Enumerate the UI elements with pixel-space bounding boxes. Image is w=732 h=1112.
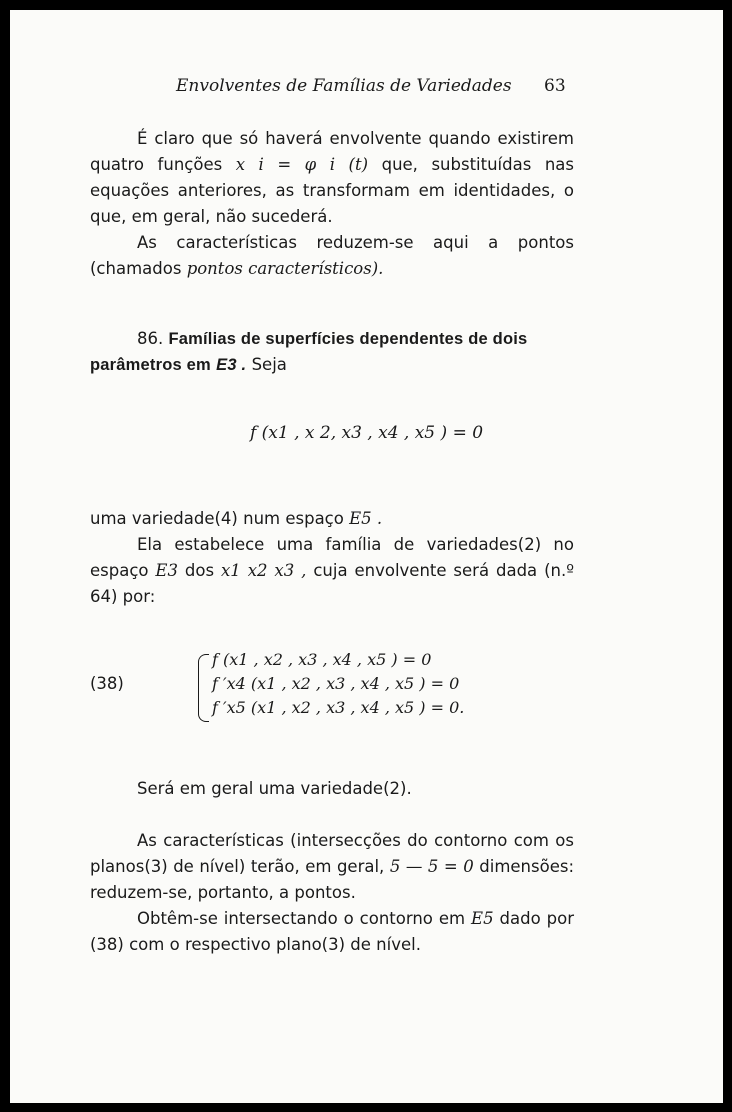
system-line-3: f ′x5 (x1 , x2 , x3 , x4 , x5 ) = 0. [212, 698, 465, 717]
paragraph-5-block [90, 776, 574, 802]
main-equation: f (x1 , x 2, x3 , x4 , x5 ) = 0 [249, 423, 484, 443]
section-number: 86. [137, 329, 164, 348]
system-line-2: f ′x4 (x1 , x2 , x3 , x4 , x5 ) = 0 [212, 674, 460, 693]
paragraph-1: É claro que só haverá envolvente quando existirem quatro funções x i = φ i (t) que, substituídas nas equações anteriores, as transformam em identidades, o que, em geral, não sucederá. [90, 129, 574, 226]
system-line-1: f (x1 , x2 , x3 , x4 , x5 ) = 0 [212, 650, 432, 669]
math-inline: x i = φ i (t) [235, 155, 369, 174]
paragraph-block-bottom [90, 828, 574, 958]
paragraph-6: As características (intersecções do contorno com os planos(3) de nível) terão, em geral, 5 — 5 = 0 dimensões: reduzem-se, portanto, a pontos. [90, 831, 575, 902]
paragraph-block-middle [90, 506, 574, 610]
running-title: Envolventes de Famílias de Variedades [176, 76, 512, 96]
paragraph-2: As características reduzem-se aqui a pontos (chamados pontos característicos). [90, 233, 574, 278]
book-page [10, 10, 723, 1103]
section-title-math: E3 . [216, 356, 247, 374]
equation-system-38 [90, 650, 574, 730]
page-header [10, 68, 723, 98]
left-brace-icon [198, 654, 209, 722]
section-title: Famílias de superfícies dependentes de dois parâmetros em [90, 330, 528, 374]
paragraph-7: Obtêm-se intersectando o contorno em E5 dado por (38) com o respectivo plano(3) de nível. [90, 909, 574, 954]
paragraph-block-top [90, 126, 574, 282]
paragraph-5: Será em geral uma variedade(2). [137, 779, 412, 798]
section-heading [90, 326, 574, 378]
page-number: 63 [544, 76, 566, 96]
paragraph-4: Ela estabelece uma família de variedades(2) no espaço E3 dos x1 x2 x3 , cuja envolvente será dada (n.º 64) por: [90, 535, 574, 606]
italic-term: pontos característicos). [186, 259, 384, 278]
paragraph-3: uma variedade(4) num espaço E5 . [90, 509, 383, 528]
section-after: Seja [251, 355, 287, 374]
equation-label: (38) [90, 674, 124, 693]
